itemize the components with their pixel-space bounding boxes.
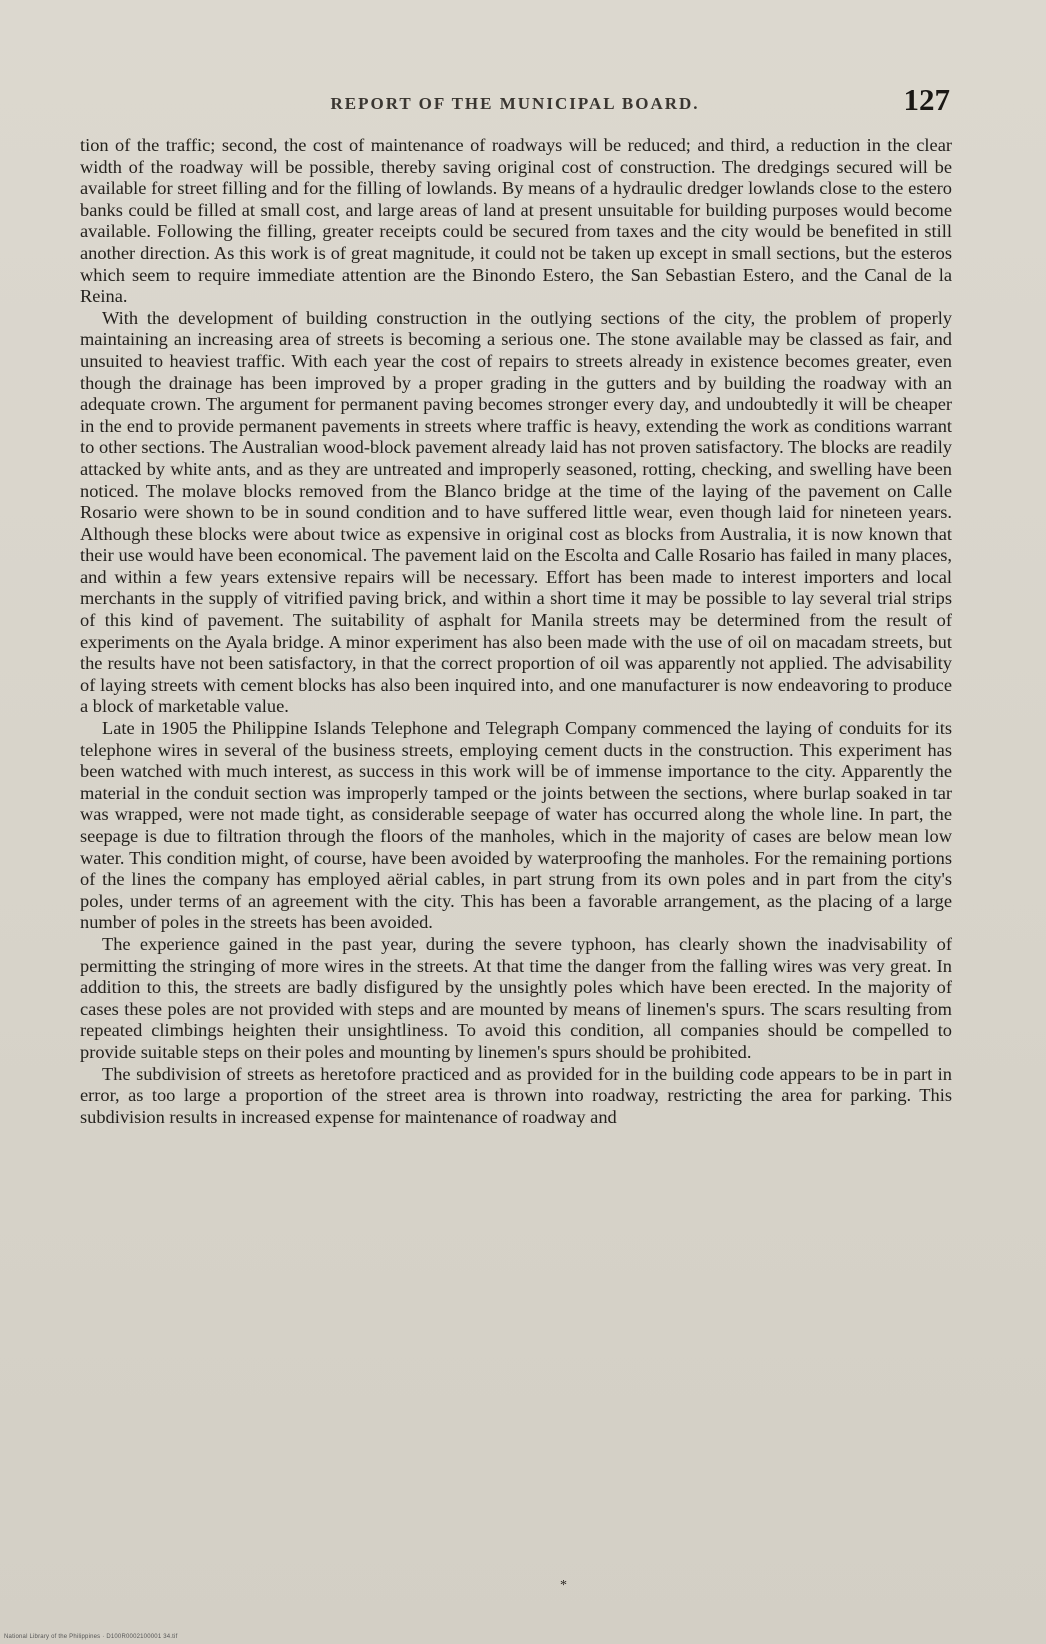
body-text <box>80 135 952 1128</box>
running-head <box>80 82 950 120</box>
running-title: REPORT OF THE MUNICIPAL BOARD. <box>330 94 700 113</box>
paragraph-esteros: tion of the traffic; second, the cost of maintenance of roadways will be reduced; and third, a reduction in the clear width of the roadway will be possible, thereby saving original cost of construction. The dredgings secured will be available for street filling and for the filling of lowlands. By means of a hydraulic dredger lowlands close to the estero banks could be filled at small cost, and large areas of land at present unsuitable for building purposes would become available. Following the filling, greater receipts could be secured from taxes and the city would be benefited in still another direction. As this work is of great magnitude, it could not be taken up except in small sections, but the esteros which seem to require immediate attention are the Binondo Estero, the San Sebastian Estero, and the Canal de la Reina. <box>80 135 952 307</box>
page-number: 127 <box>903 82 950 117</box>
scan-credit: National Library of the Philippines · D100R0002100001 34.tif <box>4 1634 178 1640</box>
paragraph-street-paving: With the development of building construction in the outlying sections of the city, the problem of properly maintaining an increasing area of streets is becoming a serious one. The stone available may be classed as fair, and unsuited to heaviest traffic. With each year the cost of repairs to streets already in existence becomes greater, even though the drainage has been improved by a proper grading in the gutters and by building the roadway with an adequate crown. The argument for permanent paving becomes stronger every day, and undoubtedly it will be cheaper in the end to provide permanent pavements in streets where traffic is heavy, extending the work as conditions warrant to other sections. The Australian wood-block pavement already laid has not proven satisfactory. The blocks are readily attacked by white ants, and as they are untreated and improperly seasoned, rotting, checking, and swelling have been noticed. The molave blocks removed from the Blanco bridge at the time of the laying of the pavement on Calle Rosario were shown to be in sound condition and to have suffered little wear, even though laid for nineteen years. Although these blocks were about twice as expensive in original cost as blocks from Australia, it is now known that their use would have been economical. The pavement laid on the Escolta and Calle Rosario has failed in many places, and within a few years extensive repairs will be necessary. Effort has been made to interest importers and local merchants in the supply of vitrified paving brick, and within a short time it may be possible to lay several trial strips of this kind of pavement. The suitability of asphalt for Manila streets may be determined from the result of experiments on the Ayala bridge. A minor experiment has also been made with the use of oil on macadam streets, but the results have not been satisfactory, in that the correct proportion of oil was apparently not applied. The advisability of laying streets with cement blocks has also been inquired into, and one manufacturer is now endeavoring to produce a block of marketable value. <box>80 307 952 717</box>
paragraph-street-subdivision: The subdivision of streets as heretofore practiced and as provided for in the building code appears to be in part in error, as too large a proportion of the street area is thrown into roadway, restricting the area for parking. This subdivision results in increased expense for maintenance of roadway and <box>80 1063 952 1127</box>
paragraph-typhoon-wires: The experience gained in the past year, during the severe typhoon, has clearly shown the inadvisability of permitting the stringing of more wires in the streets. At that time the danger from the falling wires was very great. In addition to this, the streets are badly disfigured by the unsightly poles which have been erected. In the majority of cases these poles are not provided with steps and are mounted by means of linemen's spurs. The scars resulting from repeated climbings heighten their unsightliness. To avoid this condition, all companies should be compelled to provide suitable steps on their poles and mounting by linemen's spurs should be prohibited. <box>80 933 952 1062</box>
paragraph-telephone-conduits: Late in 1905 the Philippine Islands Telephone and Telegraph Company commenced the laying of conduits for its telephone wires in several of the business streets, employing cement ducts in the construction. This experiment has been watched with much interest, as success in this work will be of immense importance to the city. Apparently the material in the conduit section was improperly tamped or the joints between the sections, where burlap soaked in tar was wrapped, were not made tight, as considerable seepage of water has occurred along the whole line. In part, the seepage is due to filtration through the floors of the manholes, which in the majority of cases are below mean low water. This condition might, of course, have been avoided by waterproofing the manholes. For the remaining portions of the lines the company has employed aërial cables, in part strung from its own poles and in part from the city's poles, under terms of an agreement with the city. This has been a favorable arrangement, as the placing of a large number of poles in the streets has been avoided. <box>80 718 952 933</box>
signature-mark: * <box>560 1578 567 1593</box>
